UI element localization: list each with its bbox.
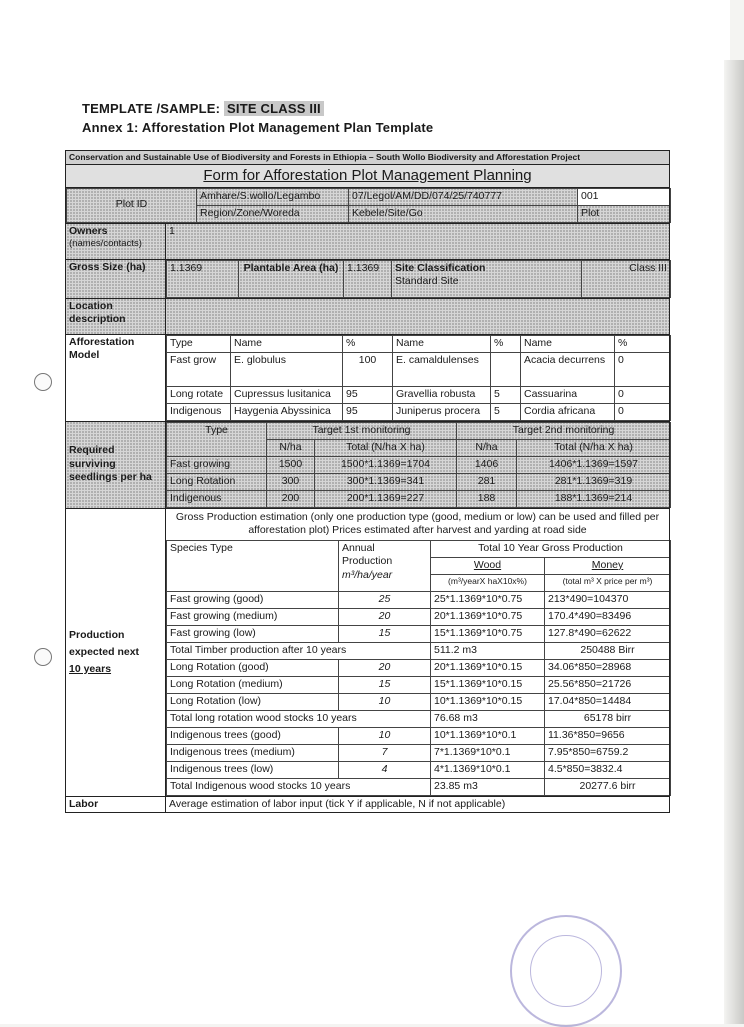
production-label-1: Production <box>69 628 125 641</box>
production-label-cell <box>66 508 166 796</box>
production-money-cell: 170.4*490=83496 <box>545 608 671 625</box>
region-label: Region/Zone/Woreda <box>197 205 349 222</box>
aff-cell: E. camaldulenses <box>393 352 491 386</box>
aff-cell: Long rotate <box>167 386 231 403</box>
labor-text: Average estimation of labor input (tick Y if applicable, N if not applicable) <box>166 796 670 813</box>
aff-cell: Cupressus lusitanica <box>231 386 343 403</box>
seedlings-cell <box>166 421 670 508</box>
aff-cell: Indigenous <box>167 403 231 420</box>
total-header-1: Total (N/ha X ha) <box>315 439 457 456</box>
seed-cell: 281 <box>457 473 517 490</box>
production-wood-cell: 4*1.1369*10*0.1 <box>431 761 545 778</box>
owners-label-cell <box>66 223 166 259</box>
table-row <box>167 386 671 403</box>
plot-label: Plot <box>578 205 671 222</box>
plantable-area-value: 1.1369 <box>344 260 392 297</box>
production-total-row <box>167 710 671 727</box>
seed-cell: 200*1.1369=227 <box>315 490 457 507</box>
seedlings-table <box>166 422 671 508</box>
punch-hole-top <box>34 373 52 391</box>
annual-production-unit: m³/ha/year <box>342 569 393 582</box>
annual-production-title: Annual Production <box>342 541 393 568</box>
production-label-3: 10 years <box>69 662 112 675</box>
punch-hole-bottom <box>34 648 52 666</box>
table-row <box>167 608 671 625</box>
production-species-cell: Total Indigenous wood stocks 10 years <box>167 778 431 795</box>
aff-cell: 0 <box>615 352 671 386</box>
production-wood-cell: 25*1.1369*10*0.75 <box>431 591 545 608</box>
required-seedlings-label: Required surviving seedlings per ha <box>66 421 166 508</box>
wood-header: Wood <box>431 557 545 574</box>
production-intro: Gross Production estimation (only one production type (good, medium or low) can be used and filled per afforestation plot) Prices estimated after harvest and yarding at road side <box>175 510 660 537</box>
money-header: Money <box>545 557 671 574</box>
seed-cell: 1406 <box>457 456 517 473</box>
production-rows <box>167 591 671 795</box>
template-heading <box>82 101 324 116</box>
seed-cell: Fast growing <box>167 456 267 473</box>
aff-header-name-3: Name <box>521 335 615 352</box>
plot-id-row <box>66 187 670 223</box>
production-annual-cell: 15 <box>339 625 431 642</box>
seed-cell: 300*1.1369=341 <box>315 473 457 490</box>
production-species-cell: Indigenous trees (good) <box>167 727 339 744</box>
production-annual-cell: 4 <box>339 761 431 778</box>
aff-cell: 5 <box>491 386 521 403</box>
production-money-cell: 65178 birr <box>545 710 671 727</box>
nha-header-1: N/ha <box>267 439 315 456</box>
location-value <box>166 298 670 334</box>
aff-cell: Haygenia Abyssinica <box>231 403 343 420</box>
production-money-cell: 127.8*490=62622 <box>545 625 671 642</box>
aff-header-pct-3: % <box>615 335 671 352</box>
production-annual-cell: 20 <box>339 659 431 676</box>
production-wood-cell: 10*1.1369*10*0.1 <box>431 727 545 744</box>
production-species-cell: Fast growing (medium) <box>167 608 339 625</box>
site-class-value: Class III <box>582 260 671 297</box>
production-wood-cell: 511.2 m3 <box>431 642 545 659</box>
production-money-cell: 250488 Birr <box>545 642 671 659</box>
production-money-cell: 20277.6 birr <box>545 778 671 795</box>
production-species-cell: Long Rotation (low) <box>167 693 339 710</box>
table-row <box>167 659 671 676</box>
table-row <box>167 676 671 693</box>
table-row <box>167 727 671 744</box>
region-value: Amhare/S.wollo/Legambo <box>197 188 349 205</box>
production-annual-cell: 10 <box>339 693 431 710</box>
aff-cell: Cordia africana <box>521 403 615 420</box>
afforestation-table <box>166 335 671 421</box>
owners-value: 1 <box>166 223 670 259</box>
site-classification-cell <box>392 260 582 297</box>
production-money-cell: 25.56*850=21726 <box>545 676 671 693</box>
production-money-cell: 213*490=104370 <box>545 591 671 608</box>
production-wood-cell: 7*1.1369*10*0.1 <box>431 744 545 761</box>
seed-cell: 1500 <box>267 456 315 473</box>
table-row <box>167 473 671 490</box>
total-header-2: Total (N/ha X ha) <box>517 439 671 456</box>
total-gross-production-header: Total 10 Year Gross Production <box>431 540 671 557</box>
plot-management-form <box>65 150 670 813</box>
aff-cell: Juniperus procera <box>393 403 491 420</box>
production-wood-cell: 23.85 m3 <box>431 778 545 795</box>
seedlings-type-header: Type <box>167 422 267 456</box>
production-species-cell: Indigenous trees (low) <box>167 761 339 778</box>
production-species-cell: Long Rotation (medium) <box>167 676 339 693</box>
seed-cell: 188 <box>457 490 517 507</box>
seed-cell: 188*1.1369=214 <box>517 490 671 507</box>
production-money-cell: 11.36*850=9656 <box>545 727 671 744</box>
size-classification-row <box>166 259 670 298</box>
production-species-cell: Total long rotation wood stocks 10 years <box>167 710 431 727</box>
seed-cell: Indigenous <box>167 490 267 507</box>
owners-sub-label: (names/contacts) <box>69 238 142 250</box>
seed-cell: 200 <box>267 490 315 507</box>
production-total-row <box>167 778 671 795</box>
official-seal-stamp <box>510 915 622 1027</box>
plot-value: 001 <box>578 188 671 205</box>
table-row <box>167 744 671 761</box>
aff-header-name-2: Name <box>393 335 491 352</box>
production-wood-cell: 20*1.1369*10*0.75 <box>431 608 545 625</box>
production-money-cell: 4.5*850=3832.4 <box>545 761 671 778</box>
production-wood-cell: 15*1.1369*10*0.75 <box>431 625 545 642</box>
table-row <box>167 403 671 420</box>
target-2nd-monitoring-header: Target 2nd monitoring <box>457 422 671 439</box>
production-species-cell: Long Rotation (good) <box>167 659 339 676</box>
form-title: Form for Afforestation Plot Management Planning <box>66 165 670 188</box>
aff-cell: 5 <box>491 403 521 420</box>
afforestation-model-label: Afforestation Model <box>66 334 166 421</box>
production-wood-cell: 10*1.1369*10*0.15 <box>431 693 545 710</box>
table-row <box>167 693 671 710</box>
plantable-area-label: Plantable Area (ha) <box>239 260 344 297</box>
aff-header-pct-2: % <box>491 335 521 352</box>
aff-header-pct-1: % <box>343 335 393 352</box>
table-row <box>167 591 671 608</box>
production-species-cell: Total Timber production after 10 years <box>167 642 431 659</box>
production-annual-cell: 7 <box>339 744 431 761</box>
aff-cell: E. globulus <box>231 352 343 386</box>
labor-label: Labor <box>66 796 166 813</box>
site-classification-standard: Standard Site <box>395 275 459 288</box>
site-class-highlight: SITE CLASS III <box>224 101 324 116</box>
gross-size-value: 1.1369 <box>167 260 239 297</box>
production-annual-cell: 10 <box>339 727 431 744</box>
nha-header-2: N/ha <box>457 439 517 456</box>
production-money-cell: 17.04*850=14484 <box>545 693 671 710</box>
aff-cell: 0 <box>615 403 671 420</box>
table-row <box>167 490 671 507</box>
production-wood-cell: 15*1.1369*10*0.15 <box>431 676 545 693</box>
kebele-label: Kebele/Site/Go <box>349 205 578 222</box>
location-label: Location description <box>66 298 166 334</box>
aff-cell: Acacia decurrens <box>521 352 615 386</box>
aff-cell: Fast grow <box>167 352 231 386</box>
seed-cell: 281*1.1369=319 <box>517 473 671 490</box>
production-money-cell: 7.95*850=6759.2 <box>545 744 671 761</box>
production-total-row <box>167 642 671 659</box>
production-cell <box>166 508 670 796</box>
table-row <box>167 761 671 778</box>
aff-cell: 95 <box>343 403 393 420</box>
target-1st-monitoring-header: Target 1st monitoring <box>267 422 457 439</box>
wood-unit: (m³/yearX haX10x%) <box>431 574 545 591</box>
afforestation-model-cell <box>166 334 670 421</box>
aff-cell: 100 <box>343 352 393 386</box>
scan-edge-shadow <box>724 60 744 1024</box>
aff-cell <box>491 352 521 386</box>
production-species-cell: Indigenous trees (medium) <box>167 744 339 761</box>
production-annual-cell: 15 <box>339 676 431 693</box>
aff-header-name-1: Name <box>231 335 343 352</box>
production-money-cell: 34.06*850=28968 <box>545 659 671 676</box>
table-row <box>167 456 671 473</box>
plot-id-label: Plot ID <box>67 188 197 222</box>
production-species-cell: Fast growing (low) <box>167 625 339 642</box>
seed-cell: 1406*1.1369=1597 <box>517 456 671 473</box>
aff-cell: Cassuarina <box>521 386 615 403</box>
production-wood-cell: 20*1.1369*10*0.15 <box>431 659 545 676</box>
production-table <box>166 540 671 796</box>
owners-label: Owners <box>69 224 108 237</box>
production-label-2: expected next <box>69 645 140 658</box>
table-row <box>167 352 671 386</box>
money-unit: (total m³ X price per m³) <box>545 574 671 591</box>
project-banner: Conservation and Sustainable Use of Biodiversity and Forests in Ethiopia – South Wollo Biodiversity and Afforestation Project <box>66 151 670 165</box>
production-wood-cell: 76.68 m3 <box>431 710 545 727</box>
seed-cell: Long Rotation <box>167 473 267 490</box>
annex-title: Annex 1: Afforestation Plot Management Plan Template <box>82 120 434 135</box>
aff-cell: Gravellia robusta <box>393 386 491 403</box>
annual-production-header <box>339 540 431 591</box>
gross-size-label: Gross Size (ha) <box>66 259 166 298</box>
table-row <box>167 625 671 642</box>
afforestation-header-row <box>167 335 671 352</box>
site-classification-label: Site Classification <box>395 261 486 274</box>
aff-header-type: Type <box>167 335 231 352</box>
seed-cell: 1500*1.1369=1704 <box>315 456 457 473</box>
production-annual-cell: 20 <box>339 608 431 625</box>
aff-cell: 95 <box>343 386 393 403</box>
production-annual-cell: 25 <box>339 591 431 608</box>
production-species-cell: Fast growing (good) <box>167 591 339 608</box>
species-type-header: Species Type <box>167 540 339 591</box>
kebele-value: 07/Legol/AM/DD/074/25/740777 <box>349 188 578 205</box>
seed-cell: 300 <box>267 473 315 490</box>
template-label: TEMPLATE /SAMPLE: <box>82 101 221 116</box>
aff-cell: 0 <box>615 386 671 403</box>
